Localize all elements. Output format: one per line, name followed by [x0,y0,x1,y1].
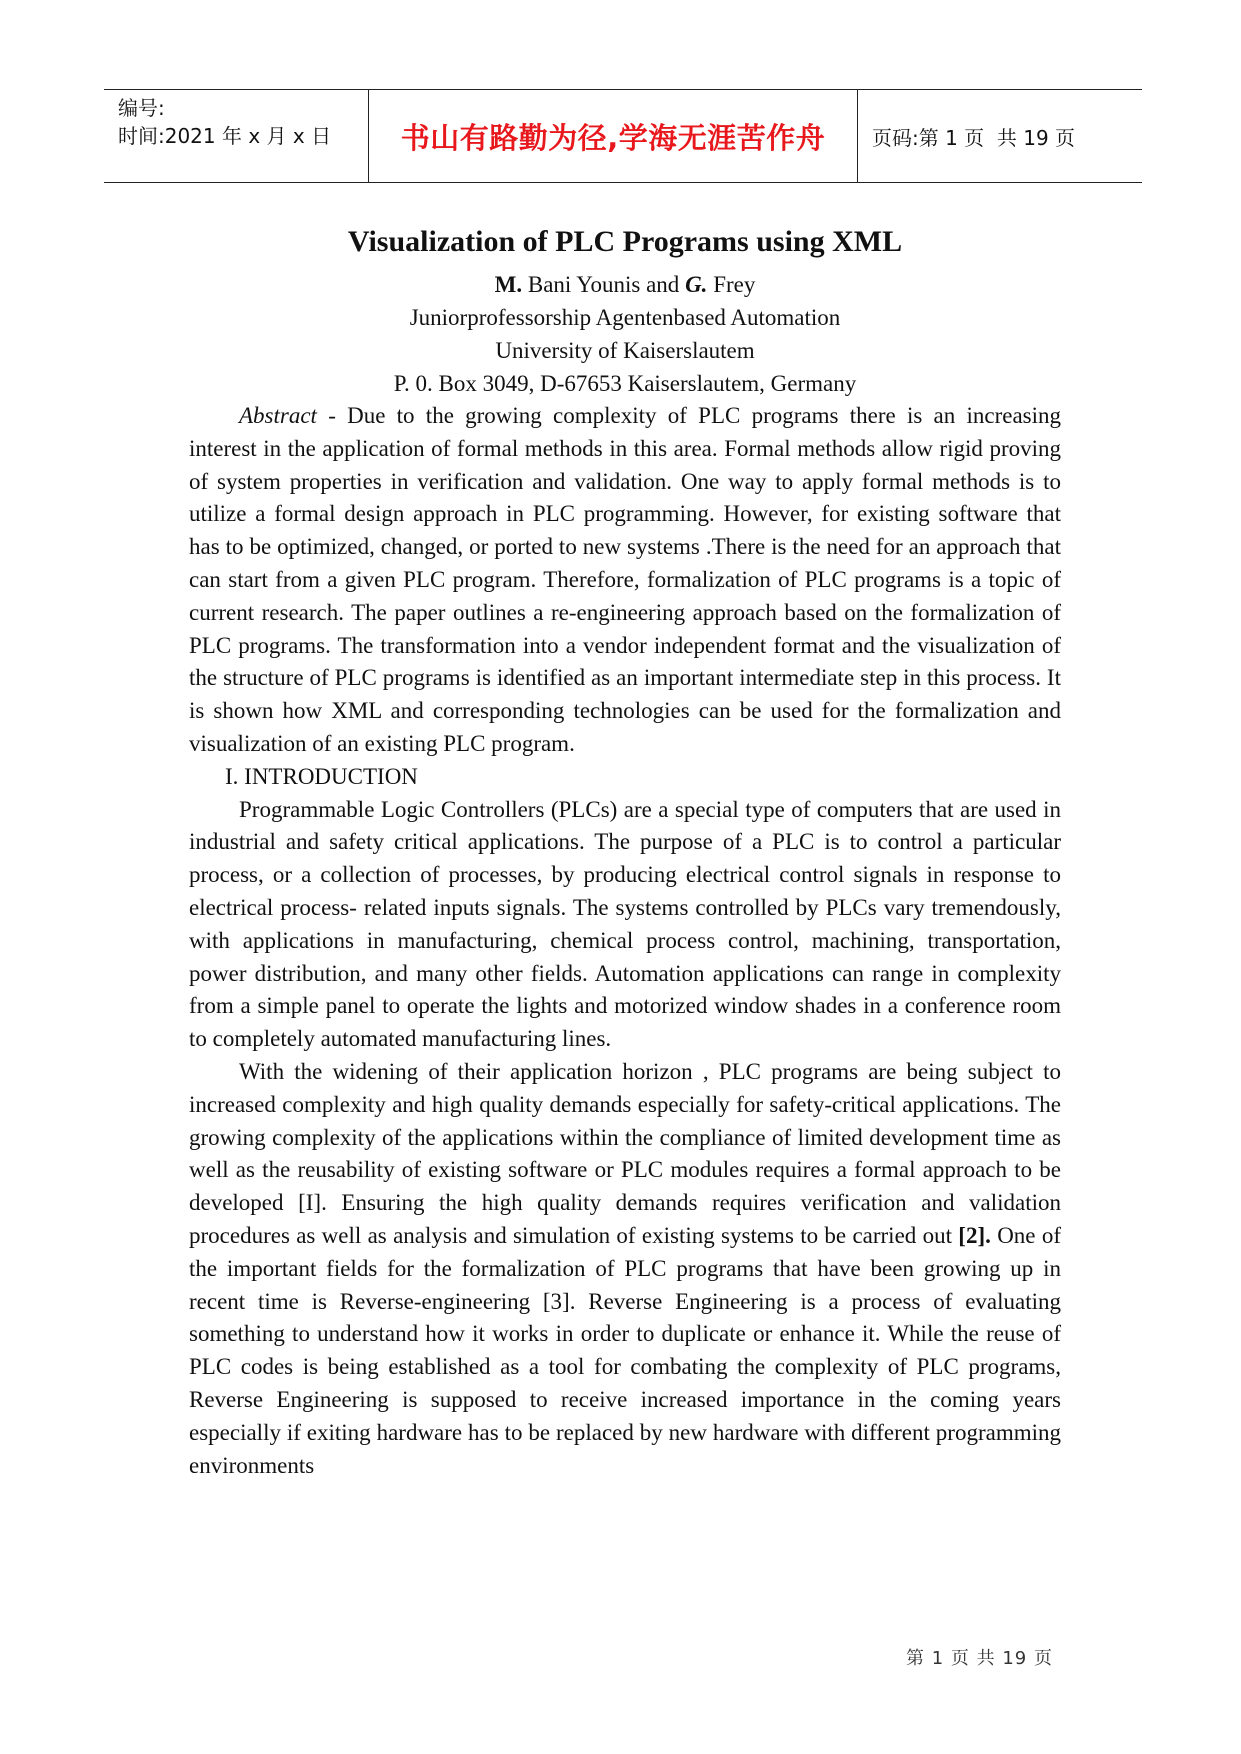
citation-2: [2]. [958,1222,991,1248]
header-page-cell [858,90,1142,182]
author-1-initial: M. [494,272,523,297]
affiliation-1: Juniorprofessorship Agentenbased Automation [409,305,841,330]
document-header [104,89,1142,183]
number-label: 编号: [118,96,165,120]
section-heading-introduction: I. INTRODUCTION [225,763,418,789]
intro-p2-part1: With the widening of their application horizon , PLC programs are being subject to increased complexity and high quality demands especially for safety-critical applications. The growing complexity of the applications within the compliance of limited development time as well as the reusability of existing software or PLC modules requires a formal approach to be developed [I]. Ensuring the high quality demands requires verification and validation procedures as well as analysis and simulation of existing systems to be carried out [189,1058,1061,1248]
author-2-name: Frey [707,272,756,297]
time-label: 时间:2021 年 x 月 x 日 [118,124,332,148]
address-line: P. 0. Box 3049, D-67653 Kaiserslautem, Germany [393,371,857,396]
authors-line [189,268,1061,301]
paper-title: Visualization of PLC Programs using XML [347,225,903,258]
header-motto-cell [369,90,858,182]
paper-body [189,222,1061,1482]
intro-paragraph-2 [189,1056,1061,1482]
author-1-name: Bani Younis and [522,272,686,297]
intro-paragraph-1: Programmable Logic Controllers (PLCs) are a special type of computers that are used in industrial and safety critical applications. The purpose of a PLC is to control a particular process, or a collection of processes, by producing electrical control signals in response to electrical process- related inputs signals. The systems controlled by PLCs vary tremendously, with applications in manufacturing, chemical process control, machining, transportation, power distribution, and many other fields. Automation applications can range in complexity from a simple panel to operate the lights and motorized window shades in a conference room to completely automated manufacturing lines. [189,796,1061,1052]
intro-p2-part2: One of the important fields for the formalization of PLC programs that have been growing up in recent time is Reverse-engineering [3]. Reverse Engineering is a process of evaluating something to understand how it works in order to duplicate or enhance it. While the reuse of PLC codes is being established as a tool for combating the complexity of PLC programs, Reverse Engineering is supposed to receive increased importance in the coming years especially if exiting hardware has to be replaced by new hardware with different programming environments [189,1222,1061,1478]
abstract-text: - Due to the growing complexity of PLC programs there is an increasing interest in the application of formal methods in this area. Formal methods allow rigid proving of system properties in verification and validation. One way to apply formal methods is to utilize a formal design approach in PLC programming. However, for existing software that has to be optimized, changed, or ported to new systems .There is the need for an approach that can start from a given PLC program. Therefore, formalization of PLC programs is a topic of current research. The paper outlines a re-engineering approach based on the formalization of PLC programs. The transformation into a vendor independent format and the visualization of the structure of PLC programs is identified as an important intermediate step in this process. It is shown how XML and corresponding technologies can be used for the formalization and visualization of an existing PLC program. [189,403,1061,756]
abstract-paragraph [189,400,1061,761]
header-meta-cell [104,90,369,182]
page-info: 页码:第 1 页 共 19 页 [872,125,1076,150]
affiliation-2: University of Kaiserslautem [495,338,755,363]
page-footer: 第 1 页 共 19 页 [906,1648,1053,1669]
motto-text: 书山有路勤为径,学海无涯苦作舟 [400,120,826,155]
author-2-initial: G. [685,272,708,297]
abstract-label: Abstract [239,403,317,428]
